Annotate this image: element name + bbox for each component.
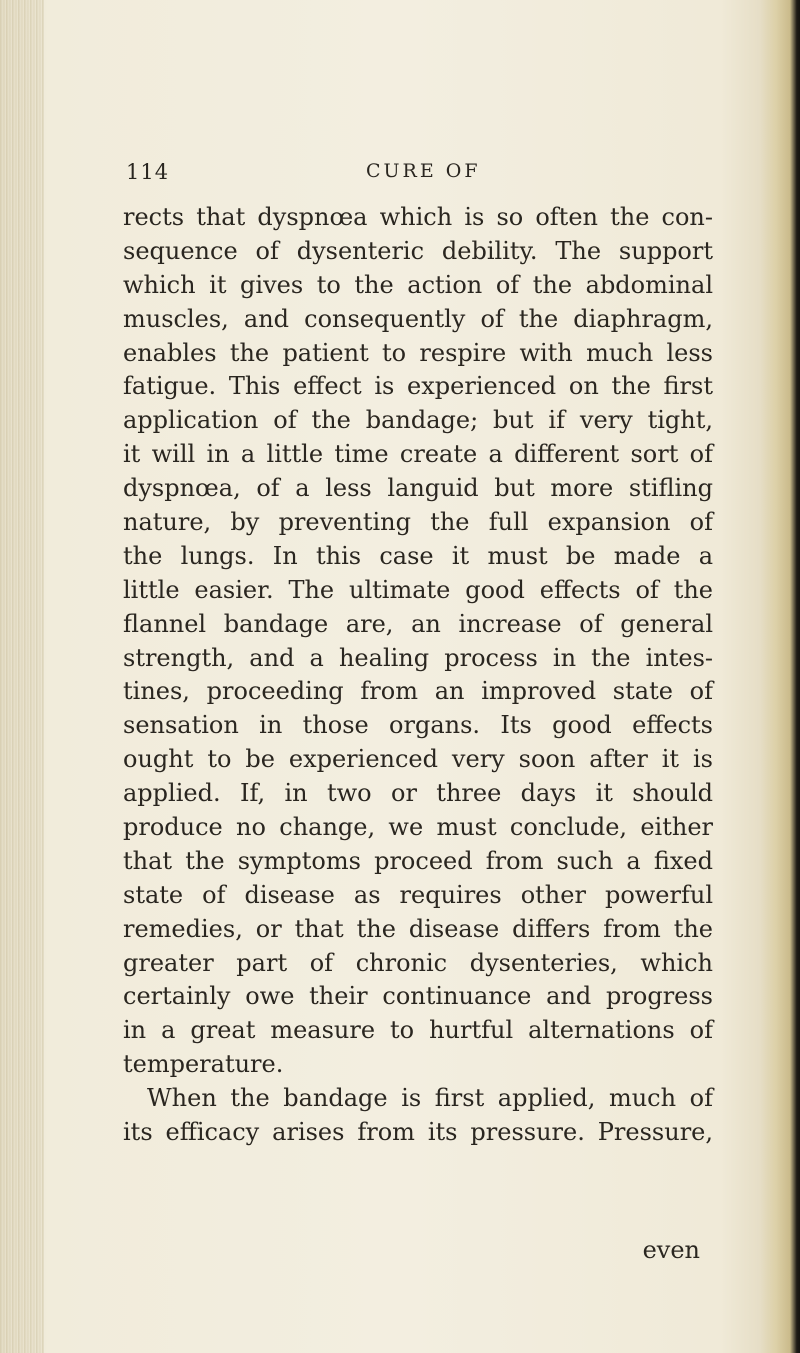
text-line: remedies, or that the disease differs from the xyxy=(123,914,713,943)
text-line: fatigue. This effect is experienced on the first xyxy=(123,372,713,401)
text-line: little easier. The ultimate good effects of the xyxy=(123,575,713,604)
text-line: sequence of dysenteric debility. The support xyxy=(123,236,713,265)
text-line: it will in a little time create a different sort of xyxy=(123,440,713,469)
body-text xyxy=(123,201,713,1150)
text-line: sensation in those organs. Its good effects xyxy=(123,711,713,740)
page-gutter-shadow xyxy=(0,0,44,1353)
text-line: nature, by preventing the full expansion of xyxy=(123,508,713,537)
text-line: greater part of chronic dysenteries, which xyxy=(123,948,713,977)
text-line: applied. If, in two or three days it should xyxy=(123,779,713,808)
text-line: tines, proceeding from an improved state of xyxy=(123,677,713,706)
page-header xyxy=(126,160,686,190)
text-line: the lungs. In this case it must be made a xyxy=(123,541,713,570)
text-line: that the symptoms proceed from such a fixed xyxy=(123,846,713,875)
text-line: ought to be experienced very soon after it is xyxy=(123,745,713,774)
text-line: When the bandage is first applied, much of xyxy=(147,1084,713,1113)
text-line: certainly owe their continuance and progress xyxy=(123,982,713,1011)
text-line: temperature. xyxy=(123,1050,284,1079)
running-head: CURE OF xyxy=(366,160,481,182)
page-edge-shadow xyxy=(760,0,800,1353)
text-line: strength, and a healing process in the intes- xyxy=(123,643,713,672)
text-line: dyspnœa, of a less languid but more stifling xyxy=(123,474,713,503)
text-line: its efficacy arises from its pressure. Pressure, xyxy=(123,1118,713,1147)
text-line: application of the bandage; but if very tight, xyxy=(123,406,713,435)
text-line: muscles, and consequently of the diaphragm, xyxy=(123,304,713,333)
text-line: flannel bandage are, an increase of general xyxy=(123,609,713,638)
text-line: in a great measure to hurtful alternations of xyxy=(123,1016,713,1045)
text-line: state of disease as requires other powerful xyxy=(123,880,713,909)
catchword: even xyxy=(642,1236,700,1264)
text-line: rects that dyspnœa which is so often the con- xyxy=(123,203,713,231)
page-number: 114 xyxy=(126,160,170,184)
text-line: enables the patient to respire with much less xyxy=(123,338,713,367)
text-line: produce no change, we must conclude, either xyxy=(123,813,713,842)
text-line: which it gives to the action of the abdominal xyxy=(123,270,713,299)
